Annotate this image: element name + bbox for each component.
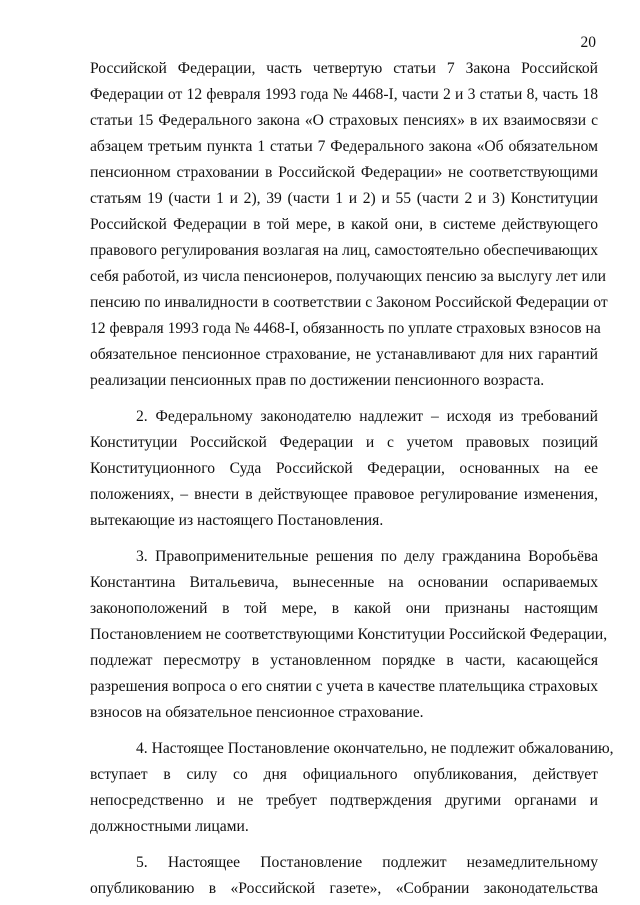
- paragraph-gap: [90, 534, 598, 544]
- text-line: пенсию по инвалидности в соответствии с Законом Российской Федерации от: [90, 294, 608, 311]
- text-line: 12 февраля 1993 года № 4468-I, обязанность по уплате страховых взносов на: [90, 320, 601, 337]
- text-line: законоположений в той мере, в какой они признаны настоящим: [90, 600, 598, 617]
- paragraph-continuation: [90, 56, 608, 394]
- text-line: вытекающие из настоящего Постановления.: [90, 512, 384, 529]
- text-line: Константина Витальевича, вынесенные на основании оспариваемых: [90, 574, 598, 591]
- text-line: статьям 19 (части 1 и 2), 39 (части 1 и 2) и 55 (части 2 и 3) Конституции: [90, 190, 598, 207]
- text-line: обязательное пенсионное страхование, не устанавливают для них гарантий: [90, 346, 598, 363]
- text-line: Российской Федерации, часть четвертую статьи 7 Закона Российской: [90, 60, 598, 77]
- text-line: реализации пенсионных прав по достижении пенсионного возраста.: [90, 372, 545, 389]
- text-line: разрешения вопроса о его снятии с учета в качестве плательщика страховых: [90, 678, 598, 695]
- text-line: вступает в силу со дня официального опубликования, действует: [90, 766, 598, 783]
- paragraph-gap: [90, 726, 598, 736]
- paragraph-gap: [90, 840, 598, 850]
- text-line: непосредственно и не требует подтверждения другими органами и: [90, 792, 598, 809]
- text-line: правового регулирования возлагая на лиц, самостоятельно обеспечивающих: [90, 242, 599, 259]
- paragraph-item-3: [90, 544, 608, 726]
- text-line: 4. Настоящее Постановление окончательно, не подлежит обжалованию,: [136, 740, 614, 757]
- paragraph-item-2: [90, 404, 598, 534]
- text-line: 5. Настоящее Постановление подлежит незамедлительному: [136, 854, 598, 871]
- text-line: Постановлением не соответствующими Конституции Российской Федерации,: [90, 626, 608, 643]
- text-line: 3. Правоприменительные решения по делу гражданина Воробьёва: [136, 548, 598, 565]
- text-line: Федерации от 12 февраля 1993 года № 4468-I, части 2 и 3 статьи 8, часть 18: [90, 86, 598, 103]
- text-line: опубликованию в «Российской газете», «Собрании законодательства: [90, 880, 598, 897]
- page-number: 20: [580, 34, 596, 51]
- text-line: Конституции Российской Федерации и с учетом правовых позиций: [90, 434, 598, 451]
- text-line: подлежат пересмотру в установленном порядке в части, касающейся: [90, 652, 598, 669]
- text-line: Российской Федерации в той мере, в какой они, в системе действующего: [90, 216, 598, 233]
- text-line: должностными лицами.: [90, 818, 249, 835]
- text-line: взносов на обязательное пенсионное страхование.: [90, 704, 424, 721]
- text-line: статьи 15 Федерального закона «О страховых пенсиях» в их взаимосвязи с: [90, 112, 598, 129]
- text-line: положениях, – внести в действующее правовое регулирование изменения,: [90, 486, 598, 503]
- document-body: [90, 56, 614, 902]
- paragraph-gap: [90, 394, 598, 404]
- text-line: Конституционного Суда Российской Федерации, основанных на ее: [90, 460, 598, 477]
- text-line: абзацем третьим пункта 1 статьи 7 Федерального закона «Об обязательном: [90, 138, 598, 155]
- paragraph-item-4: [90, 736, 614, 840]
- text-line: пенсионном страховании в Российской Федерации» не соответствующими: [90, 164, 598, 181]
- text-line: себя работой, из числа пенсионеров, получающих пенсию за выслугу лет или: [90, 268, 606, 285]
- paragraph-item-5: [90, 850, 598, 902]
- text-line: 2. Федеральному законодателю надлежит – исходя из требований: [136, 408, 598, 425]
